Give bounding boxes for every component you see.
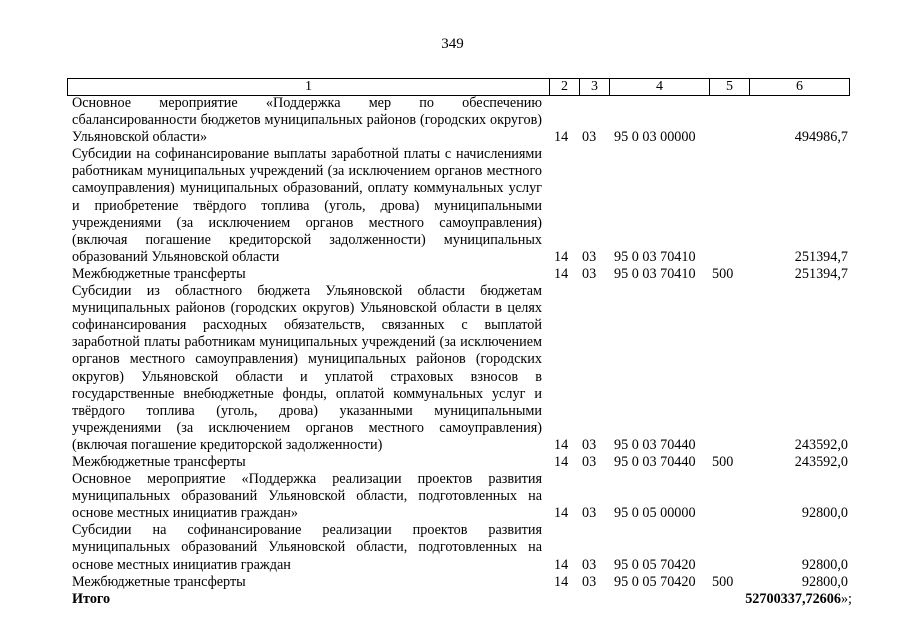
row-section: 14 <box>554 453 569 470</box>
row-amount: 251394,7 <box>794 265 848 282</box>
row-subsection: 03 <box>582 453 597 470</box>
row-amount: 92800,0 <box>801 556 848 573</box>
row-subsection: 03 <box>582 573 597 590</box>
row-section: 14 <box>554 436 569 453</box>
table-row <box>72 574 852 591</box>
row-section: 14 <box>554 505 569 522</box>
total-amount <box>732 591 852 608</box>
row-target-code: 95 0 05 70420 <box>614 573 696 590</box>
table-row <box>72 471 852 522</box>
total-suffix: »; <box>840 590 852 607</box>
table-row <box>72 454 852 471</box>
row-target-code: 95 0 05 00000 <box>614 505 696 522</box>
total-row <box>72 591 852 608</box>
row-section: 14 <box>554 573 569 590</box>
row-amount: 243592,0 <box>794 436 848 453</box>
row-section: 14 <box>554 265 569 282</box>
table-row <box>72 283 852 454</box>
row-expense-type: 500 <box>712 573 734 590</box>
row-subsection: 03 <box>582 129 597 146</box>
row-subsection: 03 <box>582 436 597 453</box>
row-target-code: 95 0 03 00000 <box>614 129 696 146</box>
header-col-6: 6 <box>749 79 849 95</box>
row-section: 14 <box>554 556 569 573</box>
header-col-1: 1 <box>305 79 312 94</box>
row-subsection: 03 <box>582 248 597 265</box>
header-col-5: 5 <box>709 79 749 95</box>
row-subsection: 03 <box>582 265 597 282</box>
row-target-code: 95 0 03 70410 <box>614 265 696 282</box>
header-col-2: 2 <box>549 79 579 95</box>
row-section: 14 <box>554 129 569 146</box>
row-target-code: 95 0 05 70420 <box>614 556 696 573</box>
row-description: Субсидии на софинансирование выплаты заработной платы с начислениями работникам муниципальных учреждений (за исключением органов местного самоуправления) муниципальных образований, оплату коммунальных услуг и приобретение твёрдого топлива (уголь, дрова) муниципальными учреждениями (за исключением органов местного самоуправления) (включая погашение кредиторской задолженности) муниципальных образований Ульяновской области <box>72 146 542 265</box>
row-subsection: 03 <box>582 505 597 522</box>
row-target-code: 95 0 03 70410 <box>614 248 696 265</box>
header-col-3: 3 <box>579 79 609 95</box>
total-label: Итого <box>72 590 111 607</box>
row-description: Межбюджетные трансферты <box>72 265 246 282</box>
row-amount: 243592,0 <box>794 453 848 470</box>
row-subsection: 03 <box>582 556 597 573</box>
row-amount: 92800,0 <box>801 573 848 590</box>
row-description: Межбюджетные трансферты <box>72 453 246 470</box>
table-row <box>72 95 852 146</box>
row-description: Основное мероприятие «Поддержка мер по обеспечению сбалансированности бюджетов муниципальных районов (городских округов) Ульяновской области» <box>72 95 542 146</box>
table-row <box>72 266 852 283</box>
table-body <box>72 95 852 608</box>
total-value: 52700337,72606 <box>745 590 841 607</box>
row-target-code: 95 0 03 70440 <box>614 436 696 453</box>
page-number: 349 <box>441 36 464 52</box>
row-description: Основное мероприятие «Поддержка реализации проектов развития муниципальных образований Ульяновской области, подготовленных на основе местных инициатив граждан» <box>72 471 542 522</box>
table-row <box>72 146 852 266</box>
row-section: 14 <box>554 248 569 265</box>
row-expense-type: 500 <box>712 265 734 282</box>
table-row <box>72 522 852 573</box>
row-description: Субсидии на софинансирование реализации проектов развития муниципальных образований Ульяновской области, подготовленных на основе местных инициатив граждан <box>72 522 542 573</box>
row-description: Субсидии из областного бюджета Ульяновской области бюджетам муниципальных районов (городских округов) Ульяновской области в целях софинансирования расходных обязательств, связанных с выплатой заработной платы работникам муниципальных учреждений (за исключением органов местного самоуправления) муниципальных районов (городских округов) Ульяновской области и уплатой страховых взносов в государственные внебюджетные фонды, оплатой коммунальных услуг и твёрдого топлива (уголь, дрова) указанными муниципальными учреждениями (за исключением органов местного самоуправления) (включая погашение кредиторской задолженности) <box>72 283 542 453</box>
row-description: Межбюджетные трансферты <box>72 573 246 590</box>
table-header <box>67 78 850 96</box>
row-amount: 92800,0 <box>801 505 848 522</box>
row-expense-type: 500 <box>712 453 734 470</box>
row-amount: 251394,7 <box>794 248 848 265</box>
header-col-4: 4 <box>609 79 709 95</box>
row-amount: 494986,7 <box>794 129 848 146</box>
row-target-code: 95 0 03 70440 <box>614 453 696 470</box>
